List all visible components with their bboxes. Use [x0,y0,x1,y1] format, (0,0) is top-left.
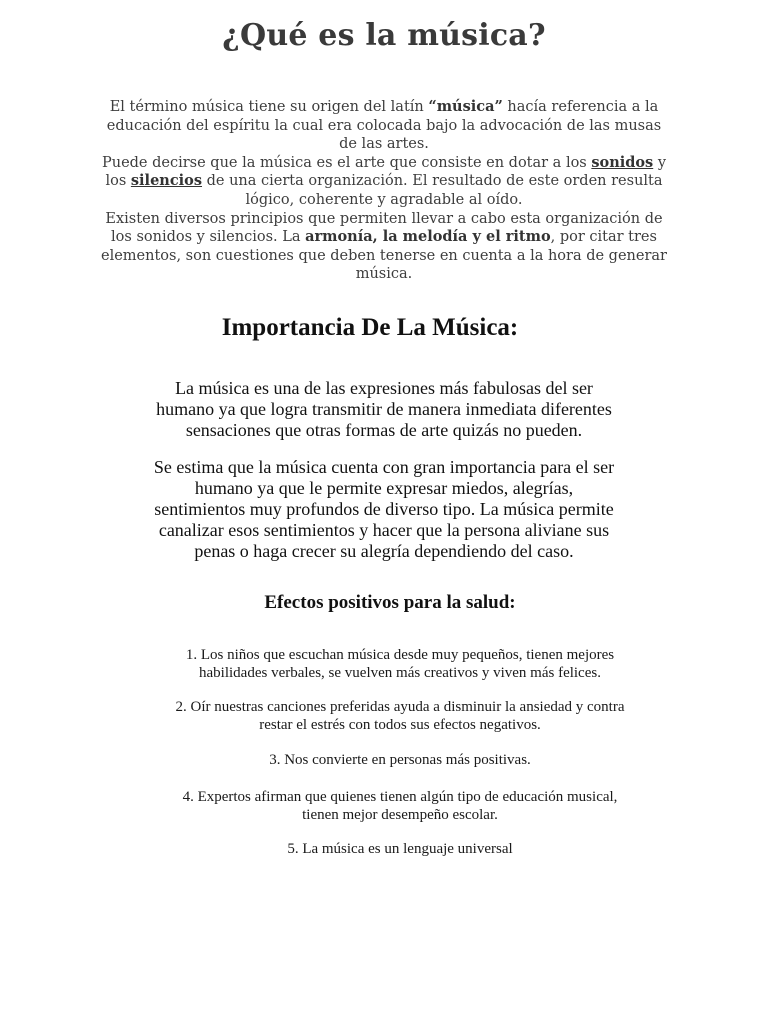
paragraph-line: La música es una de las expresiones más fabulosas del ser [175,378,593,398]
list-item-line: 3. Nos convierte en personas más positivas. [269,752,531,768]
paragraph-line: canalizar esos sentimientos y hacer que la persona aliviane sus [158,520,610,540]
paragraph-line: penas o haga crecer su alegría dependiendo del caso. [194,541,574,561]
paragraph-line: sensaciones que otras formas de arte quizás no pueden. [185,420,583,440]
intro-bold-term: “música” [428,98,503,115]
list-item [100,698,700,734]
intro-line [80,154,688,173]
list-item [100,788,700,824]
intro-text: los [105,173,131,190]
intro-line: música. [355,266,413,283]
intro-line: de las artes. [339,136,429,153]
intro-line [80,228,688,247]
intro-line [80,98,688,117]
importance-paragraph-2 [84,457,684,562]
list-item [100,646,700,682]
intro-paragraph [80,98,688,284]
intro-underlined-term: silencios [130,172,203,190]
page-title: ¿Qué es la música? [222,18,546,53]
paragraph-line: humano ya que logra transmitir de manera inmediata diferentes [156,399,612,419]
intro-bold-term: armonía, la melodía y el ritmo [305,228,551,246]
list-item-line: restar el estrés con todos sus efectos negativos. [259,717,541,733]
paragraph-line: humano ya que le permite expresar miedos, alegrías, [194,478,574,498]
intro-line: elementos, son cuestiones que deben tenerse en cuenta a la hora de generar [101,247,667,264]
intro-text: y [653,154,667,171]
intro-line: Existen diversos principios que permiten llevar a cabo esta organización de [105,210,663,227]
intro-line: lógico, coherente y agradable al oído. [245,191,523,208]
intro-text: El término música tiene su origen del latín [109,99,429,115]
list-item-line: 2. Oír nuestras canciones preferidas ayuda a disminuir la ansiedad y contra [175,699,625,715]
intro-underlined-term: sonidos [591,153,654,171]
intro-line [80,172,688,191]
list-item-line: 5. La música es un lenguaje universal [287,841,513,857]
list-item-line: 4. Expertos afirman que quienes tienen algún tipo de educación musical, [182,789,618,805]
importance-heading: Importancia De La Música: [221,314,519,341]
list-item [100,840,700,858]
intro-text: de una cierta organización. El resultado de este orden resulta [202,173,663,190]
intro-text: , por citar tres [550,229,657,246]
paragraph-line: Se estima que la música cuenta con gran importancia para el ser [153,457,615,477]
list-item-line: tienen mejor desempeño escolar. [302,807,498,823]
effects-heading: Efectos positivos para la salud: [264,592,516,613]
paragraph-line: sentimientos muy profundos de diverso tipo. La música permite [154,499,614,519]
list-item-line: 1. Los niños que escuchan música desde muy pequeños, tienen mejores [185,647,615,663]
intro-line: educación del espíritu la cual era colocada bajo la advocación de las musas [106,117,662,134]
list-item [100,751,700,769]
intro-text: Puede decirse que la música es el arte que consiste en dotar a los [101,154,592,171]
intro-text: hacía referencia a la [502,99,659,115]
intro-text: los sonidos y silencios. La [111,229,306,246]
list-item-line: habilidades verbales, se vuelven más creativos y viven más felices. [199,665,601,681]
importance-paragraph-1 [84,378,684,441]
